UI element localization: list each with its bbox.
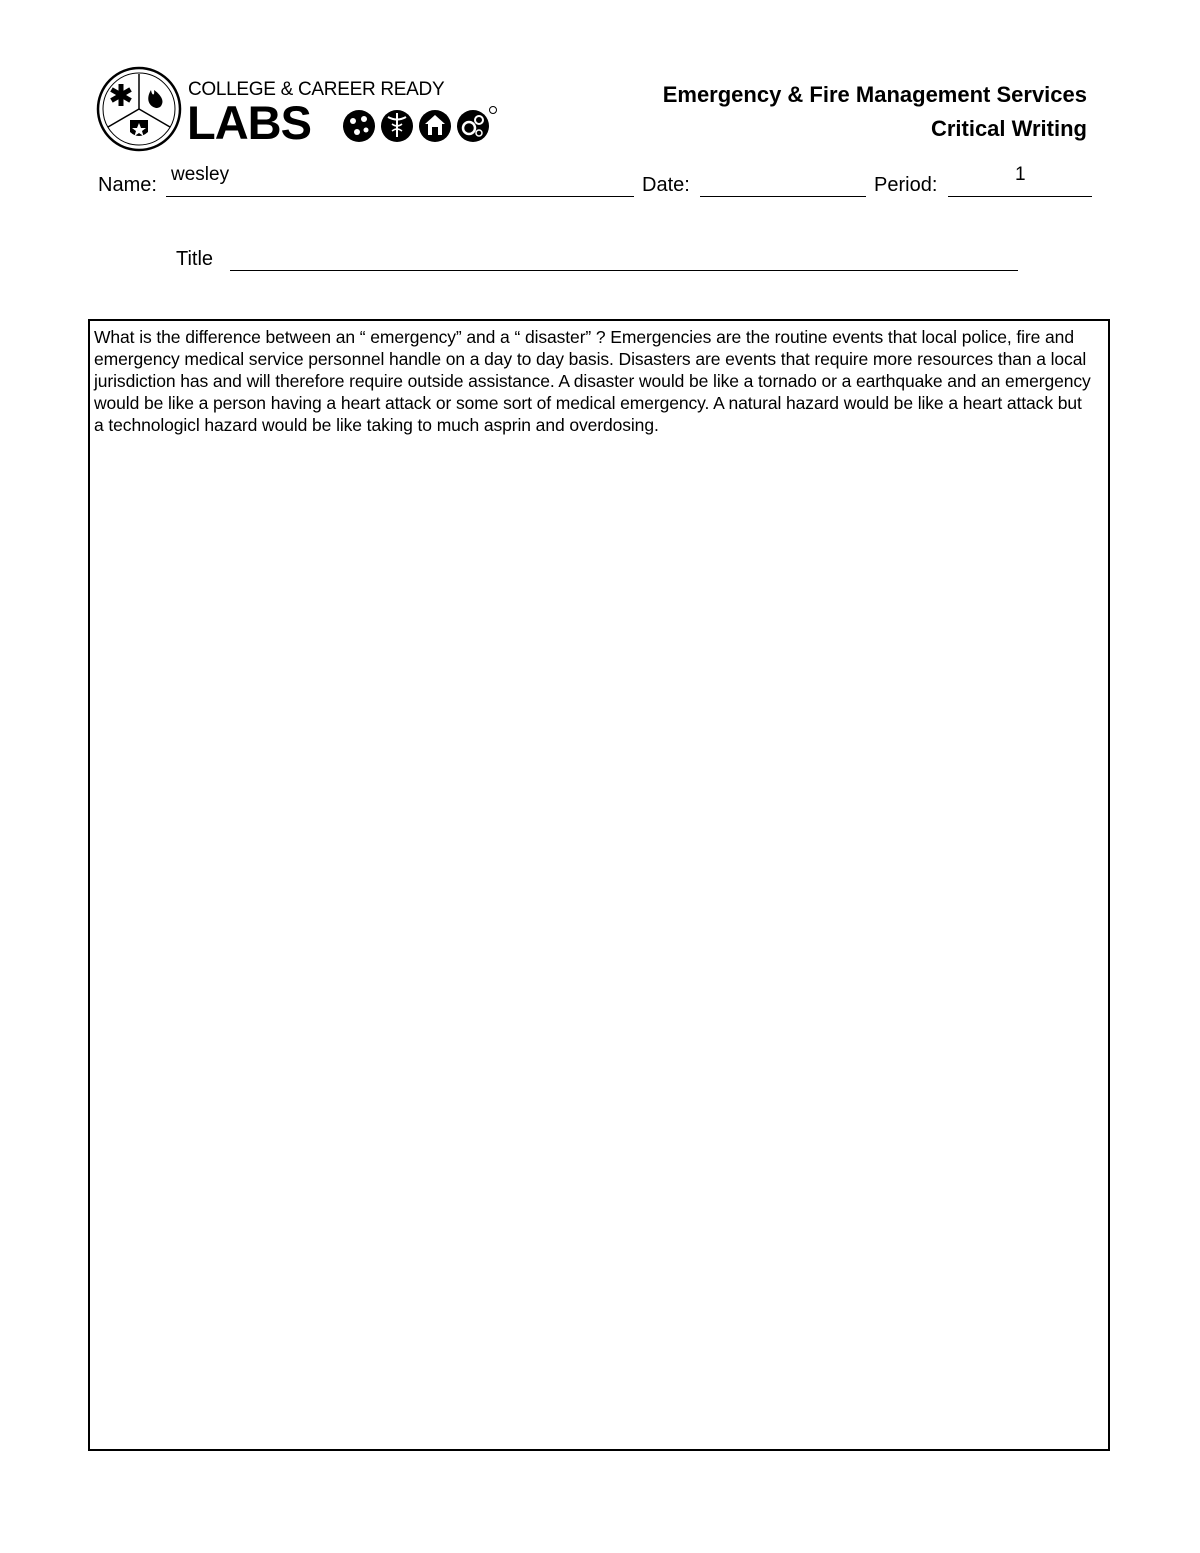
assignment-type: Critical Writing [930, 116, 1087, 141]
title-row [176, 246, 1026, 274]
answer-box[interactable] [88, 319, 1110, 1451]
date-field[interactable] [700, 196, 866, 197]
star-of-life-icon [110, 84, 132, 106]
period-value: 1 [1015, 164, 1026, 185]
logo [96, 66, 496, 152]
logo-wordmark: LABS [187, 96, 311, 149]
gears-icon [457, 107, 497, 143]
period-label: Period: [874, 174, 938, 196]
house-icon [419, 110, 451, 142]
document-header [663, 78, 1087, 146]
title-label: Title [176, 248, 214, 270]
logo-badges [341, 104, 501, 144]
molecule-icon [343, 110, 375, 142]
caduceus-icon [381, 110, 413, 142]
name-value: wesley [171, 164, 230, 185]
name-field[interactable] [166, 196, 634, 197]
flame-icon [148, 90, 162, 108]
title-field[interactable] [230, 270, 1018, 271]
course-title: Emergency & Fire Management Services [662, 82, 1087, 107]
badge-icon [130, 120, 148, 136]
date-label: Date: [642, 174, 690, 196]
answer-text: What is the difference between an “ emergency” and a “ disaster” ? Emergencies are the routine events that local police, fire and emergency medical service personnel handle on a day to day basis. Disasters are events that require more resources than a local jurisdiction has and will therefore require outside assistance. A disaster would be like a tornado or a earthquake and an emergency would be like a person having a heart attack or some sort of medical emergency. A natural hazard would be like a heart attack but a technologicl hazard would be like taking to much asprin and overdosing. [94, 327, 1091, 435]
student-info-row [98, 164, 1094, 200]
logo-tagline: COLLEGE & CAREER READY [188, 79, 445, 100]
logo-seal [96, 66, 182, 152]
period-field[interactable] [948, 196, 1092, 197]
name-label: Name: [98, 174, 157, 196]
